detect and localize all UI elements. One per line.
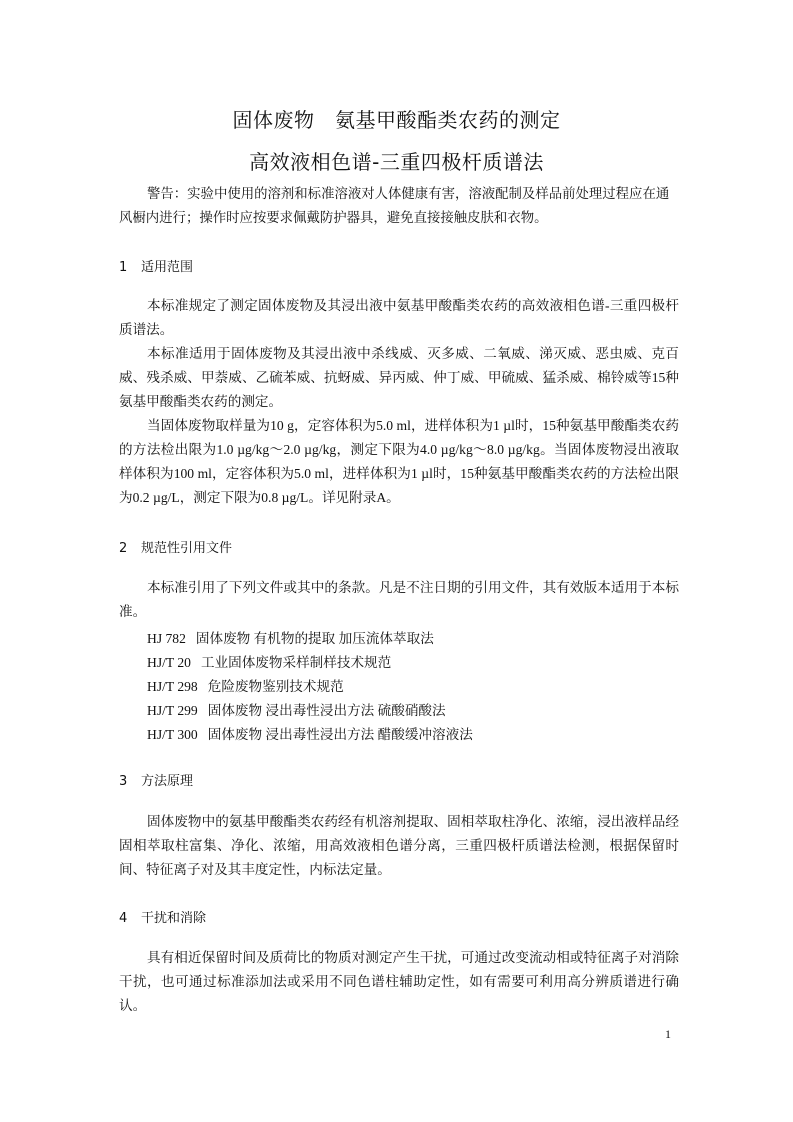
- warning-notice: 警告：实验中使用的溶剂和标准溶液对人体健康有害，溶液配制及样品前处理过程应在通风橱内进行；操作时应按要求佩戴防护器具，避免直接接触皮肤和衣物。: [119, 187, 670, 226]
- section-4-paragraph-1: 具有相近保留时间及质荷比的物质对测定产生干扰，可通过改变流动相或特征离子对消除干扰，也可通过标准添加法或采用不同色谱柱辅助定性，如有需要可利用高分辨质谱进行确认。: [119, 950, 679, 1013]
- section-2-title: 规范性引用文件: [141, 541, 233, 556]
- reference-code: HJ 782: [147, 631, 186, 646]
- section-1-title: 适用范围: [141, 260, 194, 275]
- reference-item: [147, 723, 473, 743]
- section-2-paragraph-1: 本标准引用了下列文件或其中的条款。凡是不注日期的引用文件，其有效版本适用于本标准。: [119, 580, 679, 619]
- section-2-number: 2: [119, 541, 128, 556]
- section-1-paragraph-3: 当固体废物取样量为10 g，定容体积为5.0 ml，进样体积为1 µl时，15种氨基甲酸酯类农药的方法检出限为1.0 µg/kg～2.0 µg/kg，测定下限为4.0 µg/kg～8.0 µg/kg。当固体废物浸出液取样体积为100 ml，定容体积为5.0 ml，进样体积为1 µl时，15种氨基甲酸酯类农药的方法检出限为0.2 µg/L，测定下限为0.8 µg/L。详见附录A。: [119, 418, 679, 505]
- reference-item: [147, 675, 344, 695]
- section-3-number: 3: [119, 774, 128, 789]
- reference-item: [147, 651, 391, 671]
- reference-title: 工业固体废物采样制样技术规范: [200, 655, 392, 670]
- reference-code: HJ/T 20: [147, 655, 191, 670]
- section-1-heading: [119, 256, 193, 275]
- section-1-paragraph-2: 本标准适用于固体废物及其浸出液中杀线威、灭多威、二氧威、涕灭威、恶虫威、克百威、残杀威、甲萘威、乙硫苯威、抗蚜威、异丙威、仲丁威、甲硫威、猛杀威、棉铃威等15种氨基甲酸酯类农药的测定。: [119, 346, 679, 409]
- document-title-line-1: 固体废物 氨基甲酸酯类农药的测定: [232, 108, 561, 132]
- reference-code: HJ/T 298: [147, 679, 198, 694]
- section-4-heading: [119, 907, 206, 926]
- reference-title: 危险废物鉴别技术规范: [207, 679, 344, 694]
- reference-item: [147, 699, 446, 719]
- section-1-number: 1: [119, 260, 128, 275]
- section-4-number: 4: [119, 911, 128, 926]
- section-3-heading: [119, 770, 193, 789]
- reference-code: HJ/T 300: [147, 727, 198, 742]
- section-3-title: 方法原理: [141, 774, 194, 789]
- section-4-title: 干扰和消除: [141, 911, 207, 926]
- section-3-paragraph-1: 固体废物中的氨基甲酸酯类农药经有机溶剂提取、固相萃取柱净化、浓缩，浸出液样品经固相萃取柱富集、净化、浓缩，用高效液相色谱分离，三重四极杆质谱法检测，根据保留时间、特征离子对及其丰度定性，内标法定量。: [119, 814, 679, 877]
- page-number: 1: [665, 1027, 671, 1041]
- document-title-line-2: 高效液相色谱-三重四极杆质谱法: [249, 150, 544, 174]
- reference-title: 固体废物 浸出毒性浸出方法 硫酸硝酸法: [207, 703, 446, 718]
- reference-code: HJ/T 299: [147, 703, 198, 718]
- reference-title: 固体废物 有机物的提取 加压流体萃取法: [195, 631, 434, 646]
- section-1-paragraph-1: 本标准规定了测定固体废物及其浸出液中氨基甲酸酯类农药的高效液相色谱-三重四极杆质谱法。: [119, 298, 679, 337]
- reference-item: [147, 627, 434, 647]
- section-2-heading: [119, 537, 232, 556]
- reference-title: 固体废物 浸出毒性浸出方法 醋酸缓冲溶液法: [207, 727, 473, 742]
